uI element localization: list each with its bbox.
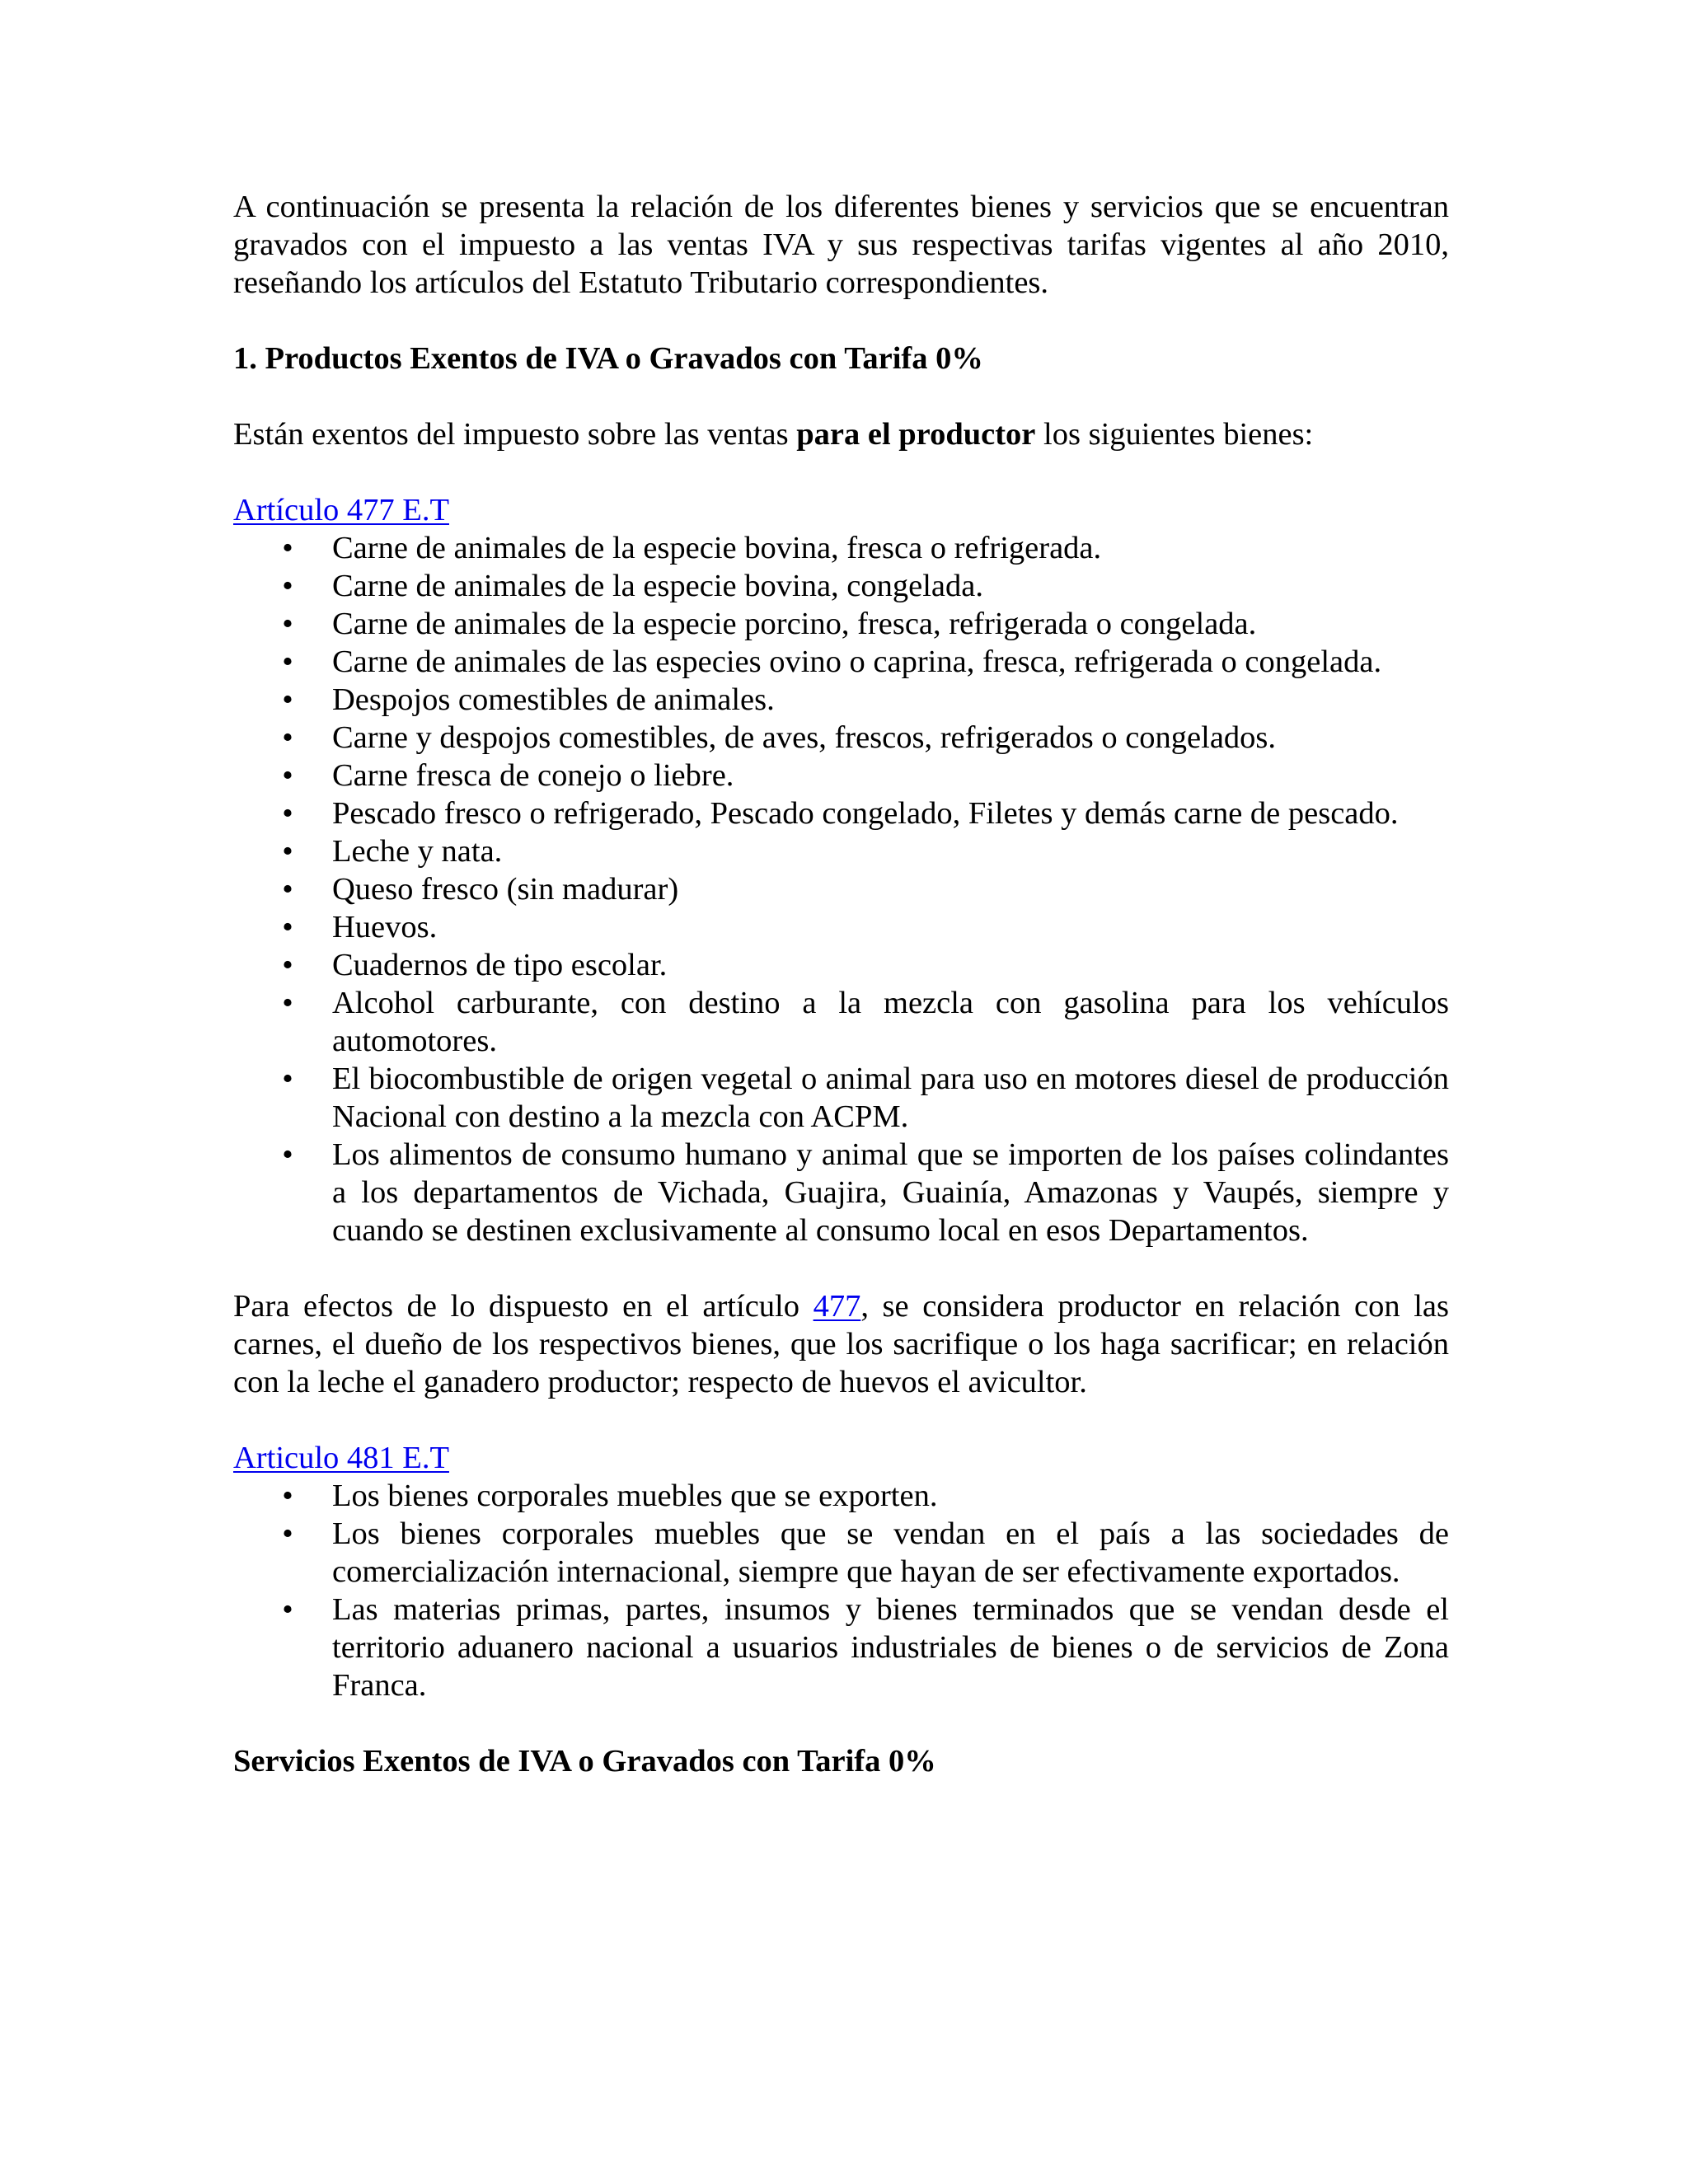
article-481-list xyxy=(233,1477,1449,1704)
bullet-icon: • xyxy=(282,986,293,1020)
list-item-text: Leche y nata. xyxy=(332,834,503,869)
list-item xyxy=(233,794,1449,832)
article-477-inline-link[interactable]: 477 xyxy=(813,1289,861,1324)
list-item xyxy=(233,681,1449,719)
list-item-text: Carne de animales de la especie bovina, fresca o refrigerada. xyxy=(332,531,1102,565)
list-item-text: Los bienes corporales muebles que se vendan en el país a las sociedades de comercialización internacional, siempre que hayan de ser efectivamente exportados. xyxy=(332,1516,1449,1589)
bullet-icon: • xyxy=(282,1592,293,1627)
article-477-list xyxy=(233,529,1449,1249)
intro-paragraph: A continuación se presenta la relación de los diferentes bienes y servicios que se encuentran gravados con el impuesto a las ventas IVA y sus respectivas tarifas vigentes al año 2010, reseñando los artículos del Estatuto Tributario correspondientes. xyxy=(233,190,1449,300)
list-item xyxy=(233,719,1449,757)
list-item xyxy=(233,832,1449,870)
article-477-link[interactable]: Artículo 477 E.T xyxy=(233,493,449,527)
document-page xyxy=(233,188,1449,1780)
list-item-text: Las materias primas, partes, insumos y bienes terminados que se vendan desde el territorio aduanero nacional a usuarios industriales de bienes o de servicios de Zona Franca. xyxy=(332,1592,1449,1703)
list-item xyxy=(233,643,1449,681)
list-item xyxy=(233,1515,1449,1591)
list-item-text: Carne de animales de la especie bovina, congelada. xyxy=(332,569,983,603)
bullet-icon: • xyxy=(282,834,293,869)
exempt-text-before: Están exentos del impuesto sobre las ventas xyxy=(233,417,797,452)
list-item-text: Pescado fresco o refrigerado, Pescado congelado, Filetes y demás carne de pescado. xyxy=(332,796,1399,831)
bullet-icon: • xyxy=(282,607,293,641)
article-481-link[interactable]: Articulo 481 E.T xyxy=(233,1441,449,1475)
list-item-text: Carne fresca de conejo o liebre. xyxy=(332,758,734,793)
bullet-icon: • xyxy=(282,910,293,944)
list-item-text: Los alimentos de consumo humano y animal que se importen de los países colindantes a los departamentos de Vichada, Guajira, Guainía, Amazonas y Vaupés, siempre y cuando se destinen exclusivamente al consumo local en esos Departamentos. xyxy=(332,1137,1449,1248)
list-item xyxy=(233,870,1449,908)
bullet-icon: • xyxy=(282,1137,293,1172)
list-item xyxy=(233,1477,1449,1515)
list-item xyxy=(233,605,1449,643)
list-item-text: El biocombustible de origen vegetal o animal para uso en motores diesel de producción Nacional con destino a la mezcla con ACPM. xyxy=(332,1062,1449,1134)
list-item xyxy=(233,946,1449,984)
list-item-text: Huevos. xyxy=(332,910,438,944)
list-item-text: Queso fresco (sin madurar) xyxy=(332,872,679,907)
bullet-icon: • xyxy=(282,1062,293,1096)
bullet-icon: • xyxy=(282,1516,293,1551)
exempt-producer-paragraph xyxy=(233,415,1449,453)
section-heading-servicios-exentos: Servicios Exentos de IVA o Gravados con Tarifa 0% xyxy=(233,1744,936,1779)
bullet-icon: • xyxy=(282,948,293,982)
list-item-text: Cuadernos de tipo escolar. xyxy=(332,948,668,982)
list-item xyxy=(233,908,1449,946)
list-item-text: Alcohol carburante, con destino a la mezcla con gasolina para los vehículos automotores. xyxy=(332,986,1449,1058)
list-item-text: Los bienes corporales muebles que se exporten. xyxy=(332,1479,938,1513)
list-item-text: Carne de animales de la especie porcino, fresca, refrigerada o congelada. xyxy=(332,607,1257,641)
bullet-icon: • xyxy=(282,682,293,717)
list-item xyxy=(233,529,1449,567)
bullet-icon: • xyxy=(282,1479,293,1513)
list-item xyxy=(233,1136,1449,1249)
producer-text-after: , se considera productor en relación con las carnes, el dueño de los respectivos bienes, que los sacrifique o los haga sacrificar; en relación con la leche el ganadero productor; respecto de huevos el avicultor. xyxy=(233,1289,1449,1399)
list-item xyxy=(233,984,1449,1060)
bullet-icon: • xyxy=(282,644,293,679)
section-heading-productos-exentos: 1. Productos Exentos de IVA o Gravados con Tarifa 0% xyxy=(233,341,983,376)
list-item-text: Carne de animales de las especies ovino o caprina, fresca, refrigerada o congelada. xyxy=(332,644,1382,679)
list-item xyxy=(233,567,1449,605)
bullet-icon: • xyxy=(282,531,293,565)
bullet-icon: • xyxy=(282,720,293,755)
article-481-link-line xyxy=(233,1439,1449,1477)
list-item-text: Despojos comestibles de animales. xyxy=(332,682,775,717)
article-477-link-line xyxy=(233,491,1449,529)
list-item xyxy=(233,1591,1449,1704)
list-item xyxy=(233,757,1449,794)
list-item-text: Carne y despojos comestibles, de aves, frescos, refrigerados o congelados. xyxy=(332,720,1277,755)
producer-text-before: Para efectos de lo dispuesto en el artículo xyxy=(233,1289,814,1324)
exempt-text-bold: para el productor xyxy=(796,417,1036,452)
bullet-icon: • xyxy=(282,758,293,793)
exempt-text-after: los siguientes bienes: xyxy=(1035,417,1314,452)
bullet-icon: • xyxy=(282,796,293,831)
producer-definition-paragraph xyxy=(233,1287,1449,1401)
bullet-icon: • xyxy=(282,569,293,603)
bullet-icon: • xyxy=(282,872,293,907)
list-item xyxy=(233,1060,1449,1136)
